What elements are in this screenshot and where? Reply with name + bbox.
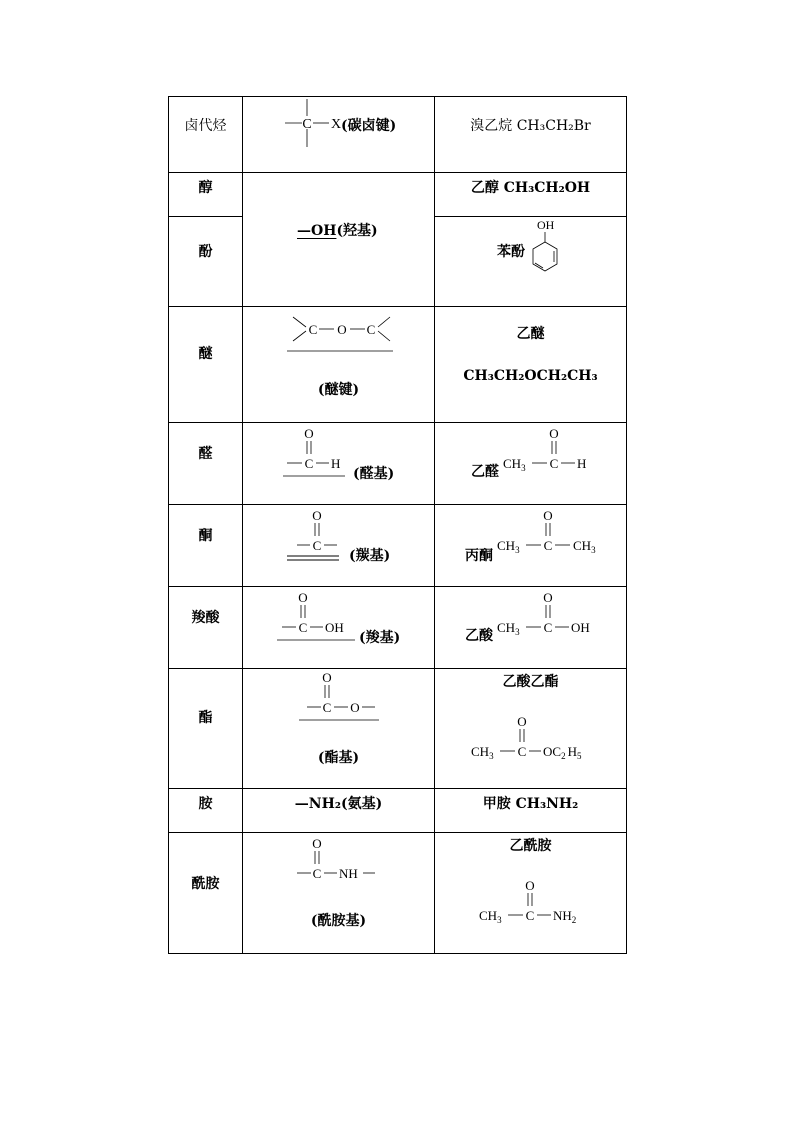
table-row [169,307,627,423]
oxygen-atom: O [525,878,535,893]
example-cell [435,587,627,669]
example-name: 乙酸乙酯 [502,674,559,690]
group-label: (酯基) [317,750,360,766]
methyl-group: $CH_3$ [497,620,520,637]
hydroxyl-group [297,220,378,240]
carbon-atom: C [549,456,559,471]
class-name: 酯 [198,710,213,726]
table-row [169,833,627,954]
carboxyl-structure [273,589,363,645]
ester-structure [297,669,387,725]
amino-group: —NH₂(氨基) [294,796,383,812]
carbon-atom: C [302,117,312,132]
class-name: 醇 [198,180,213,196]
group-label: (羧基) [359,630,401,646]
carbon-atom: C [517,744,527,759]
example-name: 丙酮 [465,548,493,564]
hydroxyl-formula: —OH [297,223,337,239]
amide-structure [291,835,391,885]
hydroxyl-atoms: OH [325,620,344,635]
carbon-atom: C [308,322,318,337]
example-cell [435,217,627,307]
class-name: 酰胺 [191,876,220,892]
acetaldehyde-structure [501,425,601,479]
table-row [169,669,627,789]
class-name-cell [169,789,243,833]
class-name: 羧酸 [191,610,220,626]
group-label: (羟基) [336,223,378,239]
example-cell [435,833,627,954]
example-text: 溴乙烷 CH₃CH₂Br [470,118,591,134]
oxygen-atom: O [304,426,314,441]
oxygen-atom: O [543,508,553,523]
methyl-group: $CH_3$ [479,908,502,925]
example-formula: CH₃CH₂OCH₂CH₃ [463,368,598,384]
group-label: (碳卤键) [341,118,397,134]
table-row [169,789,627,833]
class-name: 卤代烃 [184,118,227,134]
hydrogen-atom: H [577,456,587,471]
table-row [169,173,627,217]
class-name-cell [169,173,243,217]
methyl-group: $CH_3$ [471,744,494,761]
hydroxyl-atoms: OH [571,620,590,635]
table-row [169,505,627,587]
example-cell [435,97,627,173]
oxygen-atom: O [549,426,559,441]
example-name: 乙酰胺 [509,838,552,854]
table-row [169,97,627,173]
nitrogen-group: NH [339,866,358,881]
hydroxyl-label: OH [537,218,555,232]
methyl-group: $CH_3$ [573,538,596,555]
oxygen-atom: O [322,670,332,685]
example-name: 乙醛 [471,464,499,480]
carbon-atom: C [312,538,322,553]
functional-group-cell [243,505,435,587]
class-name-cell [169,505,243,587]
ether-structure [287,311,397,355]
group-label: (醛基) [353,466,395,482]
example-name: 乙醚 [516,326,545,342]
class-name-cell [169,97,243,173]
example-text: 乙醇 CH₃CH₂OH [470,180,591,196]
example-name: 乙酸 [465,628,493,644]
methyl-group: $CH_3$ [503,456,526,473]
class-name-cell [169,217,243,307]
carbon-atom: C [525,908,535,923]
class-name: 醚 [198,346,213,362]
carbon-atom: C [304,456,314,471]
amino-group: $NH_2$ [553,908,577,925]
carbon-atom: C [543,538,553,553]
example-text: 甲胺 CH₃NH₂ [482,796,579,812]
functional-group-cell [243,587,435,669]
acetone-structure [495,507,625,561]
halogen-atom: X [331,117,342,132]
oxygen-atom: O [298,590,308,605]
ethoxy-group: $OC_2$ $H_5$ [543,744,582,761]
oxygen-atom: O [543,590,553,605]
carbon-atom: C [322,700,332,715]
class-name-cell [169,423,243,505]
ethyl-acetate-structure [469,713,599,767]
carbon-atom: C [366,322,376,337]
aldehyde-structure [281,425,361,479]
class-name: 醛 [198,446,213,462]
carbonyl-structure [285,507,351,563]
group-label: (醚键) [317,382,360,398]
class-name-cell [169,307,243,423]
functional-group-cell [243,97,435,173]
carbon-atom: C [543,620,553,635]
class-name-cell [169,669,243,789]
example-cell [435,505,627,587]
class-name-cell [169,587,243,669]
functional-group-cell [243,789,435,833]
example-name: 苯酚 [497,244,525,260]
carbon-atom: C [312,866,322,881]
methyl-group: $CH_3$ [497,538,520,555]
example-cell [435,669,627,789]
class-name: 酚 [198,244,213,260]
class-name-cell [169,833,243,954]
functional-group-cell [243,307,435,423]
class-name: 酮 [198,528,213,544]
class-name: 胺 [198,796,213,812]
oxygen-atom: O [312,508,322,523]
functional-group-cell [243,669,435,789]
example-cell [435,307,627,423]
oxygen-atom: O [350,700,360,715]
example-cell [435,789,627,833]
oxygen-atom: O [337,322,347,337]
table-row [169,587,627,669]
carbon-halogen-structure [279,99,349,151]
functional-group-table [168,96,627,954]
group-label: (酰胺基) [310,913,367,929]
oxygen-atom: O [312,836,322,851]
acetamide-structure [477,877,597,931]
benzene-ring-structure [527,217,567,283]
hydrogen-atom: H [331,456,341,471]
acetic-acid-structure [495,589,625,643]
table-row [169,423,627,505]
functional-group-cell [243,173,435,307]
example-cell [435,423,627,505]
carbon-atom: C [298,620,308,635]
group-label: (羰基) [349,548,391,564]
functional-group-cell [243,423,435,505]
oxygen-atom: O [517,714,527,729]
example-cell [435,173,627,217]
functional-group-cell [243,833,435,954]
